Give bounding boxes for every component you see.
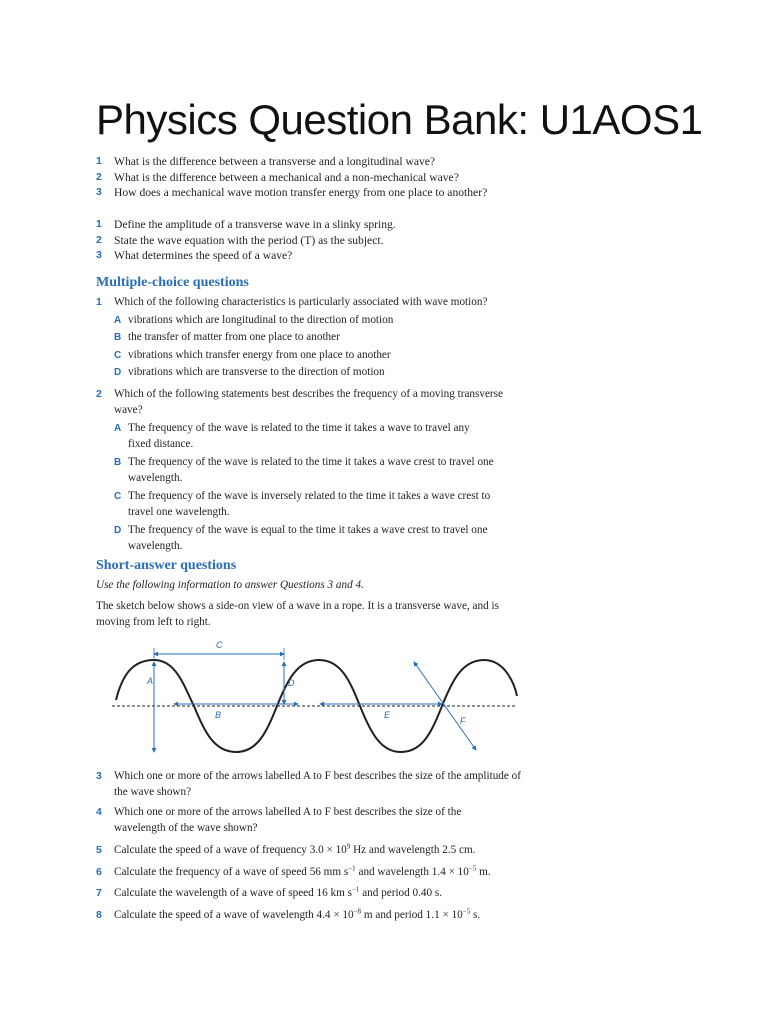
question-item — [96, 154, 536, 170]
option-item — [96, 330, 516, 346]
question-item — [96, 185, 536, 201]
mcq-question-2 — [96, 387, 516, 554]
question-number: 2 — [96, 388, 102, 400]
review-questions-2 — [96, 217, 536, 264]
question-item — [96, 805, 536, 836]
option-item — [96, 313, 516, 329]
option-letter: D — [114, 367, 122, 378]
question-text: How does a mechanical wave motion transfer energy from one place to another? — [114, 186, 488, 199]
option-text: vibrations which are longitudinal to the direction of motion — [128, 313, 394, 326]
option-letter: C — [114, 491, 122, 502]
short-answer-questions — [96, 769, 536, 923]
question-text: What is the difference between a transverse and a longitudinal wave? — [114, 155, 436, 168]
question-text: What is the difference between a mechanical and a non-mechanical wave? — [114, 170, 459, 184]
question-text: Define the amplitude of a transverse wave in a slinky spring. — [114, 218, 396, 231]
option-item — [96, 348, 516, 364]
option-letter: D — [114, 525, 122, 536]
question-item — [96, 233, 536, 249]
option-letter: B — [114, 457, 122, 468]
question-number: 4 — [96, 806, 102, 818]
question-item — [96, 886, 536, 902]
review-questions-1 — [96, 154, 536, 201]
question-item — [96, 865, 536, 881]
question-text: Calculate the wavelength of a wave of speed 16 km $s^{-1}$ and period 0.40 s. — [114, 885, 443, 899]
question-number: 1 — [96, 296, 102, 308]
question-item — [96, 217, 536, 233]
label-b: B — [215, 710, 222, 720]
option-text: the transfer of matter from one place to another — [128, 331, 340, 343]
option-text: The frequency of the wave is related to the time it takes a wave to travel any fixed distance. — [128, 422, 470, 450]
question-text: Calculate the speed of a wave of wavelength $4.4 \times 10^{-8}$ m and period $1.1 \times 10^{-5}$ s. — [114, 906, 481, 921]
mcq-question-1 — [96, 295, 516, 381]
option-item — [96, 489, 518, 520]
page-title: Physics Question Bank: U1AOS1 — [96, 96, 703, 143]
question-text: Calculate the speed of a wave of frequency $3.0 \times 10^9$ Hz and wavelength 2.5 cm. — [114, 842, 476, 856]
question-item — [96, 387, 516, 418]
label-d: D — [288, 678, 295, 688]
question-number: 8 — [96, 908, 102, 921]
label-a: A — [147, 676, 154, 686]
question-number: 1 — [96, 218, 102, 230]
option-text: vibrations which transfer energy from one place to another — [128, 348, 391, 361]
question-item — [96, 248, 536, 264]
question-number: 2 — [96, 170, 102, 183]
option-item — [96, 523, 508, 554]
label-c: C — [216, 640, 223, 650]
mcq-heading: Multiple-choice questions — [96, 275, 249, 290]
question-item — [96, 769, 536, 800]
label-f: F — [460, 716, 466, 726]
question-item — [96, 908, 536, 924]
question-number: 7 — [96, 887, 102, 899]
option-text: The frequency of the wave is related to the time it takes a wave crest to travel one wavelength. — [128, 456, 494, 484]
question-text: Which of the following characteristics is particularly associated with wave motion? — [114, 296, 488, 308]
question-number: 5 — [96, 844, 102, 856]
question-text: Which of the following statements best describes the frequency of a moving transverse wave? — [114, 388, 503, 416]
question-text: Which one or more of the arrows labelled A to F best describes the size of the amplitude of the wave shown? — [114, 770, 521, 798]
question-item — [96, 295, 516, 311]
option-item — [96, 455, 518, 486]
option-text: The frequency of the wave is inversely related to the time it takes a wave crest to travel one wavelength. — [128, 490, 491, 518]
option-letter: A — [114, 314, 122, 326]
option-text: vibrations which are transverse to the direction of motion — [128, 366, 385, 378]
wave-diagram — [112, 636, 522, 756]
question-number: 6 — [96, 865, 102, 878]
question-number: 3 — [96, 770, 102, 782]
question-number: 2 — [96, 233, 102, 246]
intro-text: The sketch below shows a side-on view of a wave in a rope. It is a transverse wave, and is moving from left to right. — [96, 600, 499, 628]
question-number: 3 — [96, 186, 102, 198]
question-text: What determines the speed of a wave? — [114, 249, 293, 262]
option-letter: B — [114, 332, 122, 343]
instruction-text: Use the following information to answer Questions 3 and 4. — [96, 579, 364, 591]
question-item — [96, 843, 536, 859]
question-text: Calculate the frequency of a wave of speed 56 mm $s^{-1}$ and wavelength $1.4 \times 10^{-5}$ m. — [114, 863, 491, 878]
wave-line — [116, 660, 517, 752]
question-number: 1 — [96, 155, 102, 167]
question-text: Which one or more of the arrows labelled A to F best describes the size of the wavelength of the wave shown? — [114, 806, 462, 834]
option-letter: C — [114, 349, 122, 361]
short-answer-heading: Short-answer questions — [96, 558, 237, 573]
label-e: E — [384, 710, 391, 720]
question-item — [96, 170, 536, 186]
option-item — [96, 365, 516, 381]
option-letter: A — [114, 423, 122, 434]
option-item — [96, 421, 488, 452]
question-text: State the wave equation with the period (T) as the subject. — [114, 233, 384, 247]
question-number: 3 — [96, 249, 102, 261]
option-text: The frequency of the wave is equal to the time it takes a wave crest to travel one wavelength. — [128, 524, 488, 552]
